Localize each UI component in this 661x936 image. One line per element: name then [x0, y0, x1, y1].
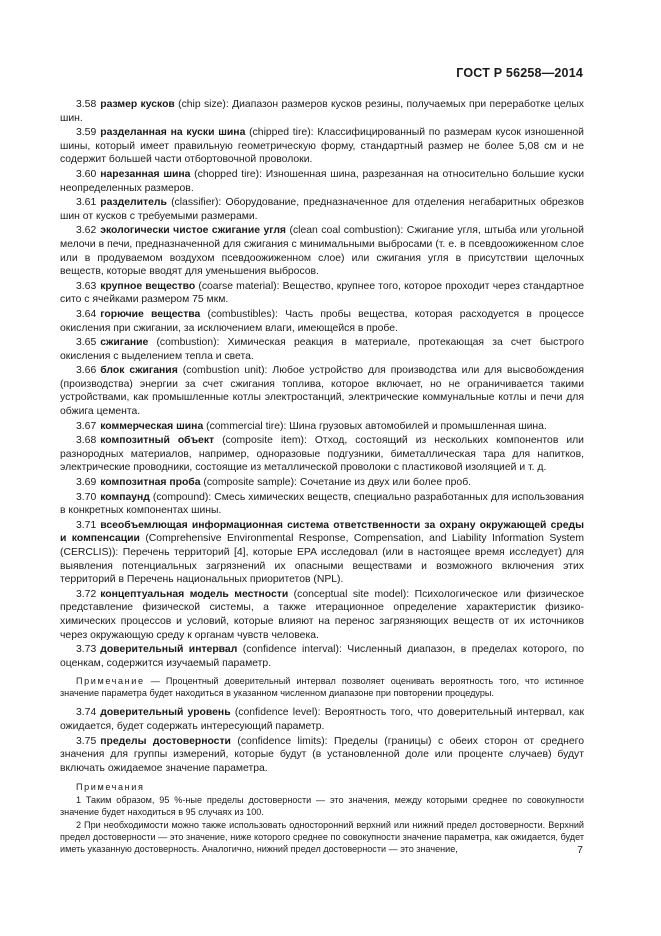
term-definition: (classifier): Оборудование, предназначенное для отделения негабаритных обрезков шин от кусков с требуемыми размерами. [60, 197, 584, 222]
term-definition: (coarse material): Вещество, крупнее того, которое проходит через стандартное сито с ячейками размером 75 мкм. [60, 280, 584, 306]
term-definition: (confidence interval): Численный диапазон, в пределах которого, по оценкам, содержится изучаемый параметр. [60, 644, 584, 669]
term-entry [60, 735, 584, 776]
term-entry [60, 98, 584, 125]
term-definition: (chipped tire): Классифицированный по размерам кусок изношенной шины, который имеет правильную геометрическую форму, стандартный размер не более 5,08 см и не содержит большей части отбортовочной проволоки. [60, 127, 584, 166]
term-name: композитная проба [100, 477, 201, 489]
term-definition: (chopped tire): Изношенная шина, разрезанная на относительно большие куски неопределенных размеров. [60, 168, 584, 194]
term-definition: (Comprehensive Environmental Response, Compensation, and Liability Information System (CERCLIS)): Перечень территорий [4], которые EPA исследовал (или в настоящее время исследует) для выявления потенциальных загрязнений их опасными веществами и возможного включения этих территорий в Перечень национальных приоритетов (NPL). [60, 533, 584, 586]
note-item: 2 При необходимости можно также использовать односторонний верхний или нижний предел достоверности. Верхний предел достоверности — это значение, ниже которого среднее по совокупности значение параметра, как ожидается, будет иметь указанную достоверность. Аналогично, нижний предел достоверности — это значение, [60, 820, 584, 855]
term-entry [60, 706, 584, 733]
document-body [60, 98, 584, 856]
note-text: — Процентный доверительный интервал позволяет оценивать вероятность того, что истинное значение параметра будет находиться в указанном численном диапазоне при повторении процедуры. [60, 676, 584, 699]
term-name: коммерческая шина [100, 420, 204, 432]
term-definition: (combustion unit): Любое устройство для производства или для высвобождения (производства) энергии за счет сжигания топлива, которое включает, но не ограничивается такими устройствами, как промышленные котлы электростанций, электрические коммунальные котлы и печи для обжига цемента. [60, 365, 584, 418]
term-name: разделанная на куски шина [100, 127, 246, 139]
term-definition: (composite sample): Сочетание из двух или более проб. [200, 477, 472, 489]
terms-list [60, 98, 584, 670]
term-entry [60, 168, 584, 195]
term-name: нарезанная шина [100, 168, 191, 180]
term-definition: (combustion): Химическая реакция в материале, протекающая за счет быстрого окисления с выделением тепла и света. [60, 337, 584, 362]
term-definition: (commercial tire): Шина грузовых автомобилей и промышленная шина. [203, 420, 547, 432]
term-entry [60, 364, 584, 418]
notes-block [60, 781, 584, 855]
term-name: крупное вещество [100, 280, 196, 292]
document-id: ГОСТ Р 56258—2014 [456, 66, 583, 80]
term-name: горючие вещества [100, 308, 201, 320]
term-name: компаунд [100, 491, 150, 503]
term-name: экологически чистое сжигание угля [100, 225, 286, 237]
term-entry [60, 308, 584, 335]
term-number: 3.65 [76, 337, 97, 349]
term-definition: (chip size): Диапазон размеров кусков резины, получаемых при переработке целых шин. [60, 99, 584, 124]
term-number: 3.59 [76, 127, 97, 139]
term-number: 3.69 [76, 477, 97, 489]
term-name: блок сжигания [100, 365, 178, 377]
term-entry [60, 519, 584, 587]
term-name: разделитель [100, 197, 167, 209]
term-name: пределы достоверности [100, 735, 231, 747]
term-definition: (confidence level): Вероятность того, что доверительный интервал, как ожидается, будет содержать интересующий параметр. [60, 707, 584, 732]
note-confidence-interval [60, 675, 584, 699]
term-number: 3.62 [76, 225, 97, 237]
term-name: концептуальная модель местности [100, 588, 289, 600]
term-definition: (confidence limits): Пределы (границы) с обеих сторон от среднего значения для группы измерений, которые будут (в установленной доле или проценте случаев) будут включать ожидаемое значение параметра. [60, 735, 584, 774]
term-entry [60, 196, 584, 223]
term-number: 3.67 [76, 420, 97, 432]
term-entry [60, 643, 584, 670]
note-label: Примечание [76, 676, 145, 687]
terms-list-continued [60, 706, 584, 775]
term-name: доверительный интервал [100, 644, 238, 656]
term-number: 3.64 [76, 308, 97, 320]
term-number: 3.72 [76, 588, 97, 600]
term-entry [60, 420, 584, 434]
term-entry [60, 224, 584, 278]
term-name: композитный объект [100, 435, 215, 447]
term-number: 3.75 [76, 735, 97, 747]
term-entry [60, 126, 584, 167]
term-number: 3.73 [76, 644, 97, 656]
term-entry [60, 588, 584, 642]
term-definition: (conceptual site model): Психологическое или физическое представление физической системы, а также итерационное определение характеристик физико-химических процессов и условий, которые влияют на перенос загрязняющих веществ от их источников через окружающую среду к органам чувств человека. [60, 588, 584, 641]
term-entry [60, 336, 584, 363]
term-definition: (combustibles): Часть пробы вещества, которая расходуется в процессе окисления при сжигании, за исключением влаги, имеющейся в пробе. [60, 308, 584, 334]
term-name: сжигание [100, 337, 149, 349]
term-entry [60, 434, 584, 475]
term-entry [60, 280, 584, 307]
term-number: 3.68 [76, 435, 97, 447]
term-number: 3.58 [76, 99, 97, 110]
term-number: 3.61 [76, 197, 97, 209]
notes-heading: Примечания [76, 782, 145, 793]
term-number: 3.71 [76, 519, 97, 531]
term-definition: (composite item): Отход, состоящий из нескольких компонентов или разнородных материалов, например, одноразовые подгузники, биметаллическая тара для напитков, электрические проводники, состоящие из металлической проволоки с пластиковой изоляцией и т. д. [60, 435, 584, 474]
term-name: всеобъемлющая информационная система ответственности за охрану окружающей среды и компенсации [60, 519, 584, 545]
term-definition: (clean coal combustion): Сжигание угля, штыба или угольной мелочи в печи, предназначенной для сжигания с минимальными выбросами (т. е. в псевдоожиженном слое или в продуваемом воздухом псевдоожиженном слое) или сжигания угля в присутствии щелочных веществ, которые вводят для уменьшения выбросов. [60, 225, 584, 278]
page-number: 7 [577, 844, 583, 856]
term-number: 3.70 [76, 491, 97, 503]
term-entry [60, 476, 584, 490]
term-name: размер кусков [100, 99, 175, 110]
notes-items [60, 794, 584, 855]
term-number: 3.74 [76, 707, 97, 719]
term-number: 3.66 [76, 365, 97, 377]
term-name: доверительный уровень [100, 707, 231, 719]
term-definition: (compound): Смесь химических веществ, специально разработанных для использования в конкретных компонентах шины. [60, 491, 584, 517]
term-number: 3.63 [76, 280, 97, 292]
term-entry [60, 491, 584, 518]
note-item: 1 Таким образом, 95 %-ные пределы достоверности — это значения, между которыми среднее по совокупности значение будет находиться в 95 случаях из 100. [60, 795, 584, 818]
term-number: 3.60 [76, 168, 97, 180]
